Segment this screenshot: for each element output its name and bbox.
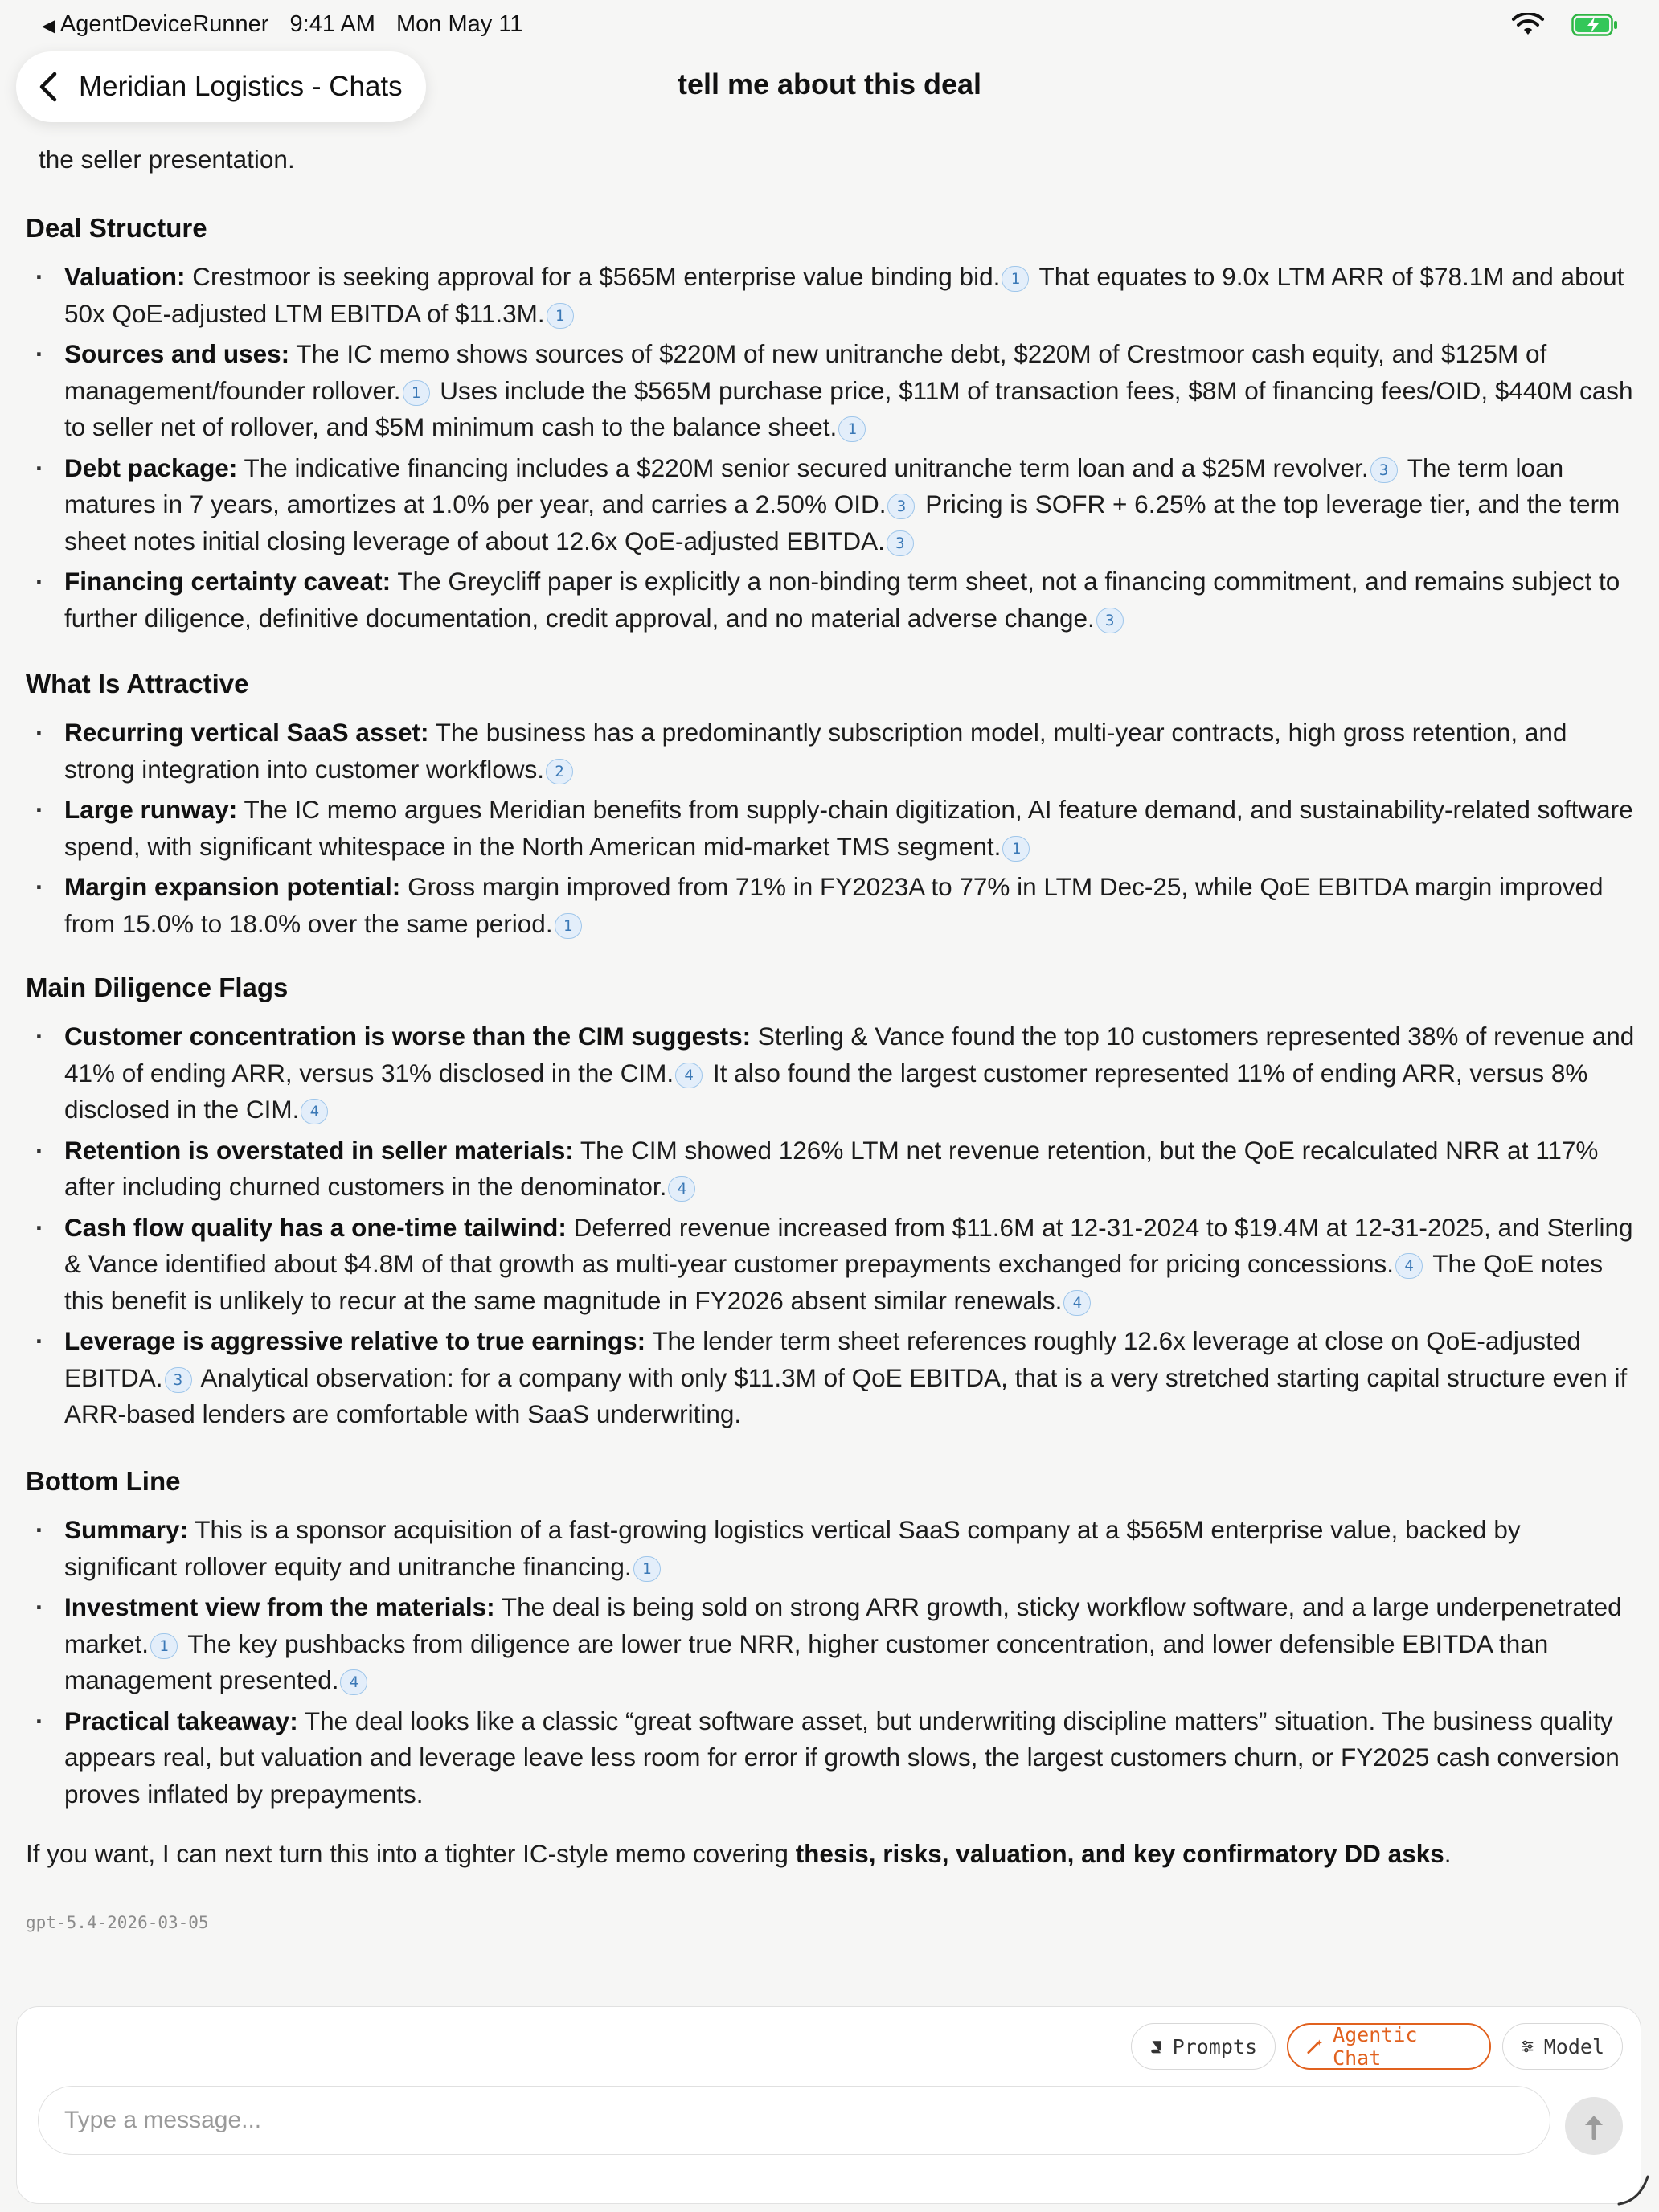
bullet-item [26, 563, 1638, 637]
bullet-item [26, 1703, 1638, 1813]
bullet-label: Margin expansion potential: [64, 872, 401, 901]
bullet-text: The deal is being sold on strong ARR growth, sticky workflow software, and a large underpenetrated market. [64, 1592, 1622, 1658]
bullet-text: Gross margin improved from 71% in FY2023A to 77% in LTM Dec-25, while QoE EBITDA margin improved from 15.0% to 18.0% over the same period. [64, 872, 1604, 938]
bullet-text: The term loan matures in 7 years, amortizes at 1.0% per year, and carries a 2.50% OID. [64, 453, 1564, 518]
back-to-app-icon[interactable]: ◀ [42, 15, 55, 35]
bullet-text: The Greycliff paper is explicitly a non-binding term sheet, not a financing commitment, and remains subject to further diligence, definitive documentation, credit approval, and no material adverse change. [64, 567, 1620, 633]
bullet-label: Retention is overstated in seller materials: [64, 1135, 574, 1165]
bullet-item [26, 1133, 1638, 1206]
bullet-text: It also found the largest customer represented 11% of ending ARR, versus 8% disclosed in the CIM. [64, 1058, 1588, 1124]
section-title-deal-structure: Deal Structure [26, 213, 207, 243]
bullet-item [26, 1210, 1638, 1320]
bullet-label: Leverage is aggressive relative to true earnings: [64, 1326, 646, 1355]
bullet-text: The lender term sheet references roughly 12.6x leverage at close on QoE-adjusted EBITDA. [64, 1326, 1581, 1392]
bullet-text: Crestmoor is seeking approval for a $565M enterprise value binding bid. [192, 262, 1001, 291]
model-tag: gpt-5.4-2026-03-05 [26, 1913, 209, 1932]
bullet-label: Customer concentration is worse than the CIM suggests: [64, 1022, 752, 1051]
section-title-attractive: What Is Attractive [26, 669, 249, 698]
book-icon [1149, 2038, 1163, 2055]
bullet-item [26, 336, 1638, 446]
message-input[interactable] [39, 2087, 1550, 2154]
status-bar [0, 0, 1659, 51]
citation-badge[interactable]: 4 [675, 1063, 703, 1088]
citation-badge[interactable]: 4 [1063, 1290, 1091, 1316]
bullet-text: Sterling & Vance found the top 10 customers represented 38% of revenue and 41% of ending ARR, versus 31% disclosed in the CIM. [64, 1022, 1635, 1088]
agentic-chat-button[interactable] [1287, 2023, 1491, 2070]
bullet-text: The CIM showed 126% LTM net revenue retention, but the QoE recalculated NRR at 117% after including churned customers in the denominator. [64, 1135, 1599, 1201]
bullet-item [26, 1323, 1638, 1433]
bullet-text: The deal looks like a classic “great software asset, but underwriting discipline matters” situation. The business quality appears real, but valuation and leverage leave less room for error if growth slows, the largest customers churn, or FY2025 cash conversion proves inflated by prepayments. [64, 1706, 1620, 1809]
cutoff-line: the seller presentation. [39, 145, 295, 174]
closing-bold: thesis, risks, valuation, and key confirmatory DD asks [795, 1839, 1444, 1868]
arrow-up-icon [1582, 2112, 1606, 2140]
bullet-label: Summary: [64, 1515, 189, 1544]
bullet-text: Deferred revenue increased from $11.6M at 12-31-2024 to $19.4M at 12-31-2025, and Sterling & Vance identified about $4.8M of that growth as multi-year customer prepayments exchanged for pricing concessions. [64, 1212, 1633, 1278]
bullet-item [26, 1589, 1638, 1699]
bottom-line-list [26, 1512, 1638, 1817]
bullet-item [26, 450, 1638, 560]
prompts-label: Prompts [1172, 2034, 1257, 2058]
citation-badge[interactable]: 1 [555, 913, 582, 939]
closing-text: If you want, I can next turn this into a tighter IC-style memo covering [26, 1839, 796, 1868]
bullet-label: Sources and uses: [64, 339, 290, 368]
back-to-chats-label: Meridian Logistics - Chats [79, 71, 403, 102]
citation-badge[interactable]: 1 [403, 380, 430, 406]
citation-badge[interactable]: 1 [1002, 836, 1030, 862]
citation-badge[interactable]: 3 [165, 1367, 192, 1393]
bullet-item [26, 869, 1638, 942]
bullet-item [26, 1018, 1638, 1129]
bullet-text: The business has a predominantly subscription model, multi-year contracts, high gross retention, and strong integration into customer workflows. [64, 718, 1567, 784]
bullet-item [26, 715, 1638, 788]
citation-badge[interactable]: 3 [1370, 457, 1398, 483]
bullet-text: The IC memo shows sources of $220M of new unitranche debt, $220M of Crestmoor cash equity, and $125M of management/founder rollover. [64, 339, 1547, 405]
bullet-label: Recurring vertical SaaS asset: [64, 718, 429, 747]
bullet-label: Investment view from the materials: [64, 1592, 495, 1621]
bullet-text: Pricing is SOFR + 6.25% at the top leverage tier, and the term sheet notes initial closing leverage of about 12.6x QoE-adjusted EBITDA. [64, 490, 1620, 555]
bullet-item [26, 792, 1638, 865]
citation-badge[interactable]: 1 [838, 416, 866, 442]
status-time: 9:41 AM [289, 11, 375, 37]
bullet-item [26, 1512, 1638, 1585]
wifi-icon [1511, 13, 1545, 37]
sliders-icon [1521, 2038, 1534, 2055]
bullet-text: This is a sponsor acquisition of a fast-growing logistics vertical SaaS company at a $565M enterprise value, backed by significant rollover equity and unitranche financing. [64, 1515, 1521, 1581]
composer [16, 2006, 1641, 2204]
bullet-text: Uses include the $565M purchase price, $11M of transaction fees, $8M of financing fees/OID, $440M cash to seller net of rollover, and $5M minimum cash to the balance sheet. [64, 375, 1633, 441]
magic-wand-icon [1306, 2038, 1323, 2055]
message-input-container[interactable] [38, 2086, 1550, 2155]
closing-suffix: . [1444, 1839, 1452, 1868]
citation-badge[interactable]: 4 [668, 1176, 695, 1202]
section-title-bottom-line: Bottom Line [26, 1466, 181, 1496]
back-to-chats-button[interactable] [16, 51, 426, 122]
bullet-label: Practical takeaway: [64, 1706, 298, 1735]
status-bar-left [42, 11, 537, 38]
back-to-app-label[interactable]: AgentDeviceRunner [59, 11, 269, 37]
bullet-label: Financing certainty caveat: [64, 567, 391, 596]
bullet-label: Cash flow quality has a one-time tailwind: [64, 1212, 567, 1242]
bullet-text: The QoE notes this benefit is unlikely to recur at the same magnitude in FY2026 absent similar renewals. [64, 1249, 1604, 1315]
citation-badge[interactable]: 3 [1096, 608, 1124, 633]
bullet-text: The indicative financing includes a $220M senior secured unitranche term loan and a $25M revolver. [244, 453, 1369, 482]
citation-badge[interactable]: 3 [887, 530, 914, 556]
agentic-chat-label: Agentic Chat [1333, 2023, 1418, 2070]
bullet-text: The key pushbacks from diligence are lower true NRR, higher customer concentration, and lower defensible EBITDA than management presented. [64, 1628, 1549, 1694]
chevron-left-icon [37, 71, 61, 103]
citation-badge[interactable]: 1 [547, 303, 574, 329]
model-label: Model [1543, 2034, 1604, 2058]
prompts-button[interactable] [1131, 2023, 1276, 2070]
bullet-text: That equates to 9.0x LTM ARR of $78.1M and about 50x QoE-adjusted LTM EBITDA of $11.3M. [64, 262, 1624, 328]
citation-badge[interactable]: 1 [150, 1633, 178, 1659]
deal-structure-list [26, 259, 1638, 641]
bullet-label: Debt package: [64, 453, 238, 482]
bullet-text: Analytical observation: for a company with only $11.3M of QoE EBITDA, that is a very stretched starting capital structure even if ARR-based lenders are comfortable with SaaS underwriting. [64, 1362, 1628, 1428]
citation-badge[interactable]: 4 [340, 1669, 367, 1695]
closing-paragraph [26, 1836, 1633, 1873]
attractive-list [26, 715, 1638, 946]
diligence-flags-list [26, 1018, 1638, 1437]
citation-badge[interactable]: 4 [301, 1099, 328, 1124]
send-button[interactable] [1565, 2097, 1623, 2155]
bullet-label: Large runway: [64, 795, 238, 824]
citation-badge[interactable]: 4 [1395, 1253, 1423, 1279]
chat-title: tell me about this deal [677, 68, 982, 100]
citation-badge[interactable]: 1 [1002, 266, 1029, 292]
bullet-label: Valuation: [64, 262, 186, 291]
status-date: Mon May 11 [396, 11, 523, 37]
section-title-diligence-flags: Main Diligence Flags [26, 973, 289, 1002]
bullet-text: The IC memo argues Meridian benefits from supply-chain digitization, AI feature demand, and sustainability-related software spend, with significant whitespace in the North American mid-market TMS segment. [64, 795, 1633, 861]
citation-badge[interactable]: 1 [633, 1556, 661, 1582]
resize-handle-icon[interactable] [1616, 2170, 1653, 2207]
citation-badge[interactable]: 2 [546, 759, 573, 784]
model-button[interactable] [1502, 2023, 1623, 2070]
citation-badge[interactable]: 3 [887, 494, 915, 519]
bullet-item [26, 259, 1638, 332]
battery-charging-icon [1571, 14, 1618, 36]
